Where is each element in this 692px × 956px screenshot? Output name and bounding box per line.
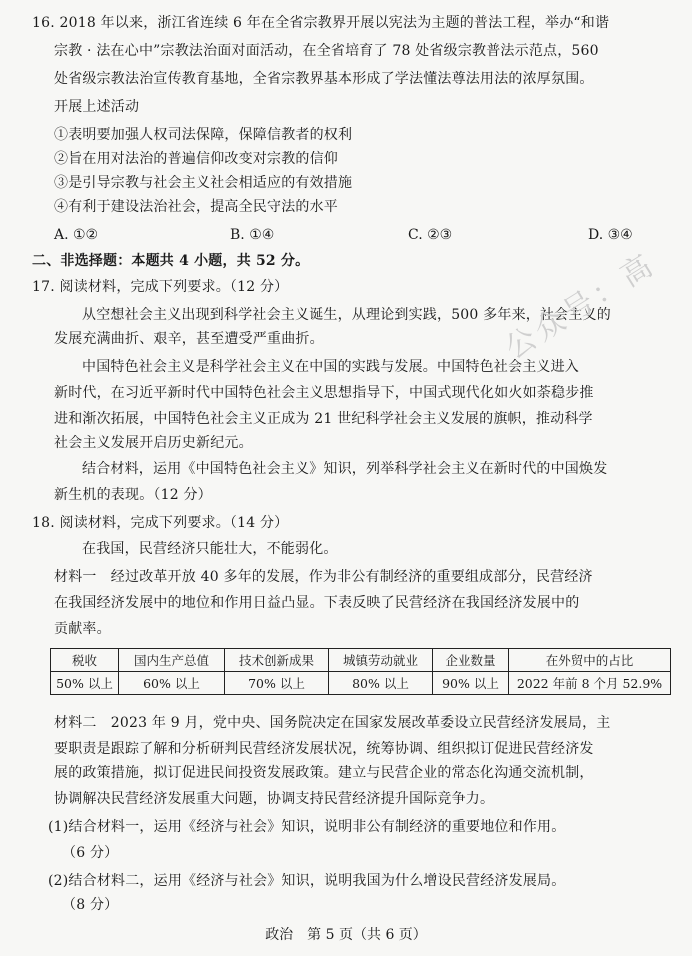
q18-title: 18. 阅读材料，完成下列要求。（14 分） [32,515,289,531]
contribution-table [50,648,671,695]
q18-material1-line-2: 在我国经济发展中的地位和作用日益凸显。下表反映了民营经济在我国经济发展中的 [54,595,580,611]
table-header-row [51,649,671,672]
table-cell: 60% 以上 [119,672,225,695]
option-a: A. ①② [54,227,99,243]
table-header-cell: 技术创新成果 [225,649,329,672]
q18-line-1: 在我国，民营经济只能壮大，不能弱化。 [82,541,338,557]
q16-line-1: 16. 2018 年以来，浙江省连续 6 年在全省宗教界开展以宪法为主题的普法工程，举办“和谐 [32,15,610,31]
q18-material2-line-4: 协调解决民营经济发展重大问题，协调支持民营经济提升国际竞争力。 [54,791,495,807]
q18-material2-line-3: 展的政策措施，拟订促进民间投资发展政策。建立与民营企业的常态化沟通交流机制， [54,765,594,781]
table-cell: 70% 以上 [225,672,329,695]
q18-material2-line-2: 要职责是跟踪了解和分析研判民营经济发展状况，统筹协调、组织拟订促进民营经济发 [54,741,594,757]
watermark: 公众号：高 [499,246,662,367]
q16-choice-3: ③是引导宗教与社会主义社会相适应的有效措施 [54,175,353,191]
table-row [51,672,671,695]
table-header-cell: 税收 [51,649,119,672]
section-heading: 二、非选择题：本题共 4 小题，共 52 分。 [32,253,310,269]
table-header-cell: 城镇劳动就业 [329,649,433,672]
q17-line-3: 中国特色社会主义是科学社会主义在中国的实践与发展。中国特色社会主义进入 [82,359,579,375]
page-footer: 政治 第 5 页（共 6 页） [265,927,427,943]
table-cell: 80% 以上 [329,672,433,695]
option-c: C. ②③ [408,227,453,243]
table-header-cell: 在外贸中的占比 [509,649,671,672]
q18-material1-line-3: 贡献率。 [54,621,111,637]
q17-line-2: 发展充满曲折、艰辛，甚至遭受严重曲折。 [54,331,324,347]
q18-material1-line-1: 材料一 经过改革开放 40 多年的发展，作为非公有制经济的重要组成部分，民营经济 [54,569,593,585]
q18-sub2-line-1: (2)结合材料二，运用《经济与社会》知识，说明我国为什么增设民营经济发展局。 [48,873,566,889]
q17-line-5: 进和渐次拓展，中国特色社会主义正成为 21 世纪科学社会主义发展的旗帜，推动科学 [54,411,593,427]
option-d: D. ③④ [588,227,633,243]
option-b: B. ①④ [230,227,275,243]
q17-line-4: 新时代，在习近平新时代中国特色社会主义思想指导下，中国式现代化如火如荼稳步推 [54,385,594,401]
q16-choice-4: ④有利于建设法治社会，提高全民守法的水平 [54,199,338,215]
table-header-cell: 国内生产总值 [119,649,225,672]
table-header-cell: 企业数量 [433,649,509,672]
q17-title: 17. 阅读材料，完成下列要求。（12 分） [32,279,289,295]
q16-line-3: 处省级宗教法治宣传教育基地，全省宗教界基本形成了学法懂法尊法用法的浓厚氛围。 [54,71,594,87]
q16-line-2: 宗教 · 法在心中”宗教法治面对面活动，在全省培育了 78 处省级宗教普法示范点，560 [54,43,599,59]
q16-choice-1: ①表明要加强人权司法保障，保障信教者的权利 [54,127,353,143]
q18-sub1-line-2: （6 分） [62,845,119,861]
q18-sub1-line-1: (1)结合材料一，运用《经济与社会》知识，说明非公有制经济的重要地位和作用。 [48,819,566,835]
table-cell: 2022 年前 8 个月 52.9% [509,672,671,695]
q17-task-line-1: 结合材料，运用《中国特色社会主义》知识，列举科学社会主义在新时代的中国焕发 [82,461,608,477]
q16-options [54,224,654,246]
q18-sub2-line-2: （8 分） [62,897,119,913]
q17-line-6: 社会主义发展开启历史新纪元。 [54,435,253,451]
table-cell: 90% 以上 [433,672,509,695]
q18-material2-line-1: 材料二 2023 年 9 月，党中央、国务院决定在国家发展改革委设立民营经济发展局，主 [54,715,611,731]
q16-choice-2: ②旨在用对法治的普遍信仰改变对宗教的信仰 [54,151,338,167]
q16-line-4: 开展上述活动 [54,99,140,115]
q17-task-line-2: 新生机的表现。（12 分） [54,487,212,503]
table-cell: 50% 以上 [51,672,119,695]
q17-line-1: 从空想社会主义出现到科学社会主义诞生，从理论到实践，500 多年来，社会主义的 [82,307,611,323]
